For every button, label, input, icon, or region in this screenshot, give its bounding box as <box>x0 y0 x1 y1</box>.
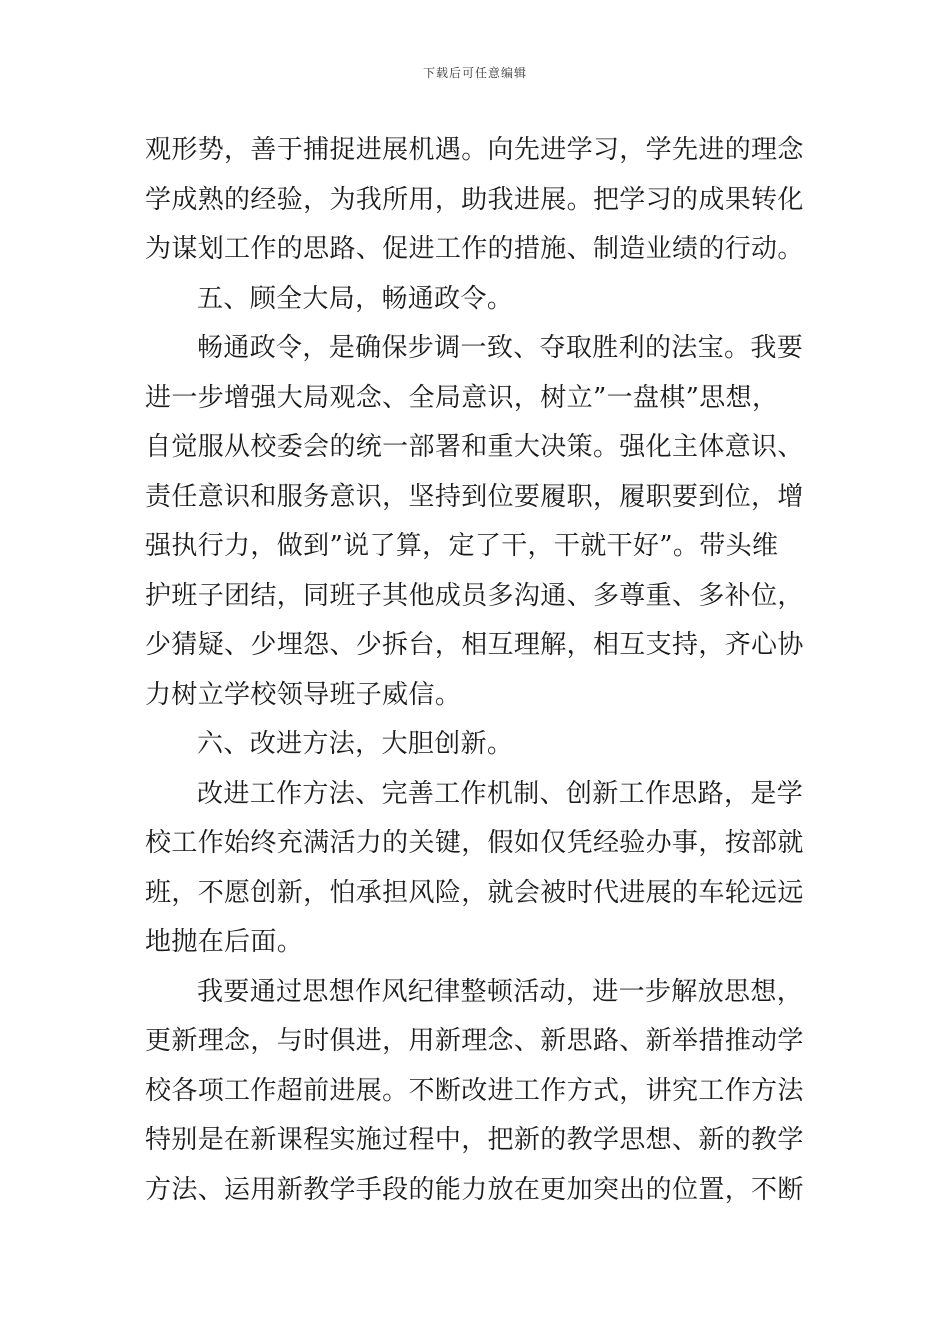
document-body <box>145 126 807 1215</box>
text-line: 护班子团结，同班子其他成员多沟通、多尊重、多补位， <box>145 580 804 611</box>
text-line: 责任意识和服务意识，坚持到位要履职，履职要到位，增 <box>145 481 804 512</box>
text-line: 畅通政令，是确保步调一致、夺取胜利的法宝。我要 <box>197 333 804 363</box>
text-line: 班，不愿创新，怕承担风险，就会被时代进展的车轮远远 <box>145 877 804 908</box>
text-line: 地抛在后面。 <box>145 927 304 957</box>
page-header: 下载后可任意编辑 <box>422 66 527 80</box>
text-line: 改进工作方法、完善工作机制、创新工作思路，是学 <box>197 778 804 809</box>
text-line: 强执行力，做到”说了算，定了干，干就干好”。带头维 <box>145 531 779 561</box>
text-line: 校工作始终充满活力的关键，假如仅凭经验办事，按部就 <box>145 828 804 858</box>
text-line: 进一步增强大局观念、全局意识，树立”一盘棋”思想， <box>145 382 779 413</box>
text-line: 方法、运用新教学手段的能力放在更加突出的位置，不断 <box>145 1174 804 1205</box>
text-line: 学成熟的经验，为我所用，助我进展。把学习的成果转化 <box>145 184 804 215</box>
text-line: 五、顾全大局，畅通政令。 <box>197 283 514 314</box>
text-line: 观形势，善于捕捉进展机遇。向先进学习，学先进的理念 <box>145 135 804 165</box>
text-line: 我要通过思想作风纪律整顿活动，进一步解放思想， <box>197 976 804 1007</box>
text-line: 特别是在新课程实施过程中，把新的教学思想、新的教学 <box>145 1125 804 1155</box>
text-line: 自觉服从校委会的统一部署和重大决策。强化主体意识、 <box>145 432 804 462</box>
text-line: 力树立学校领导班子威信。 <box>145 679 462 710</box>
text-line: 校各项工作超前进展。不断改进工作方式，讲究工作方法 <box>145 1075 804 1106</box>
text-line: 更新理念，与时俱进，用新理念、新思路、新举措推动学 <box>145 1026 804 1056</box>
text-line: 为谋划工作的思路、促进工作的措施、制造业绩的行动。 <box>145 234 804 264</box>
text-line: 六、改进方法，大胆创新。 <box>197 729 514 759</box>
text-line: 少猜疑、少埋怨、少拆台，相互理解，相互支持，齐心协 <box>145 630 804 660</box>
